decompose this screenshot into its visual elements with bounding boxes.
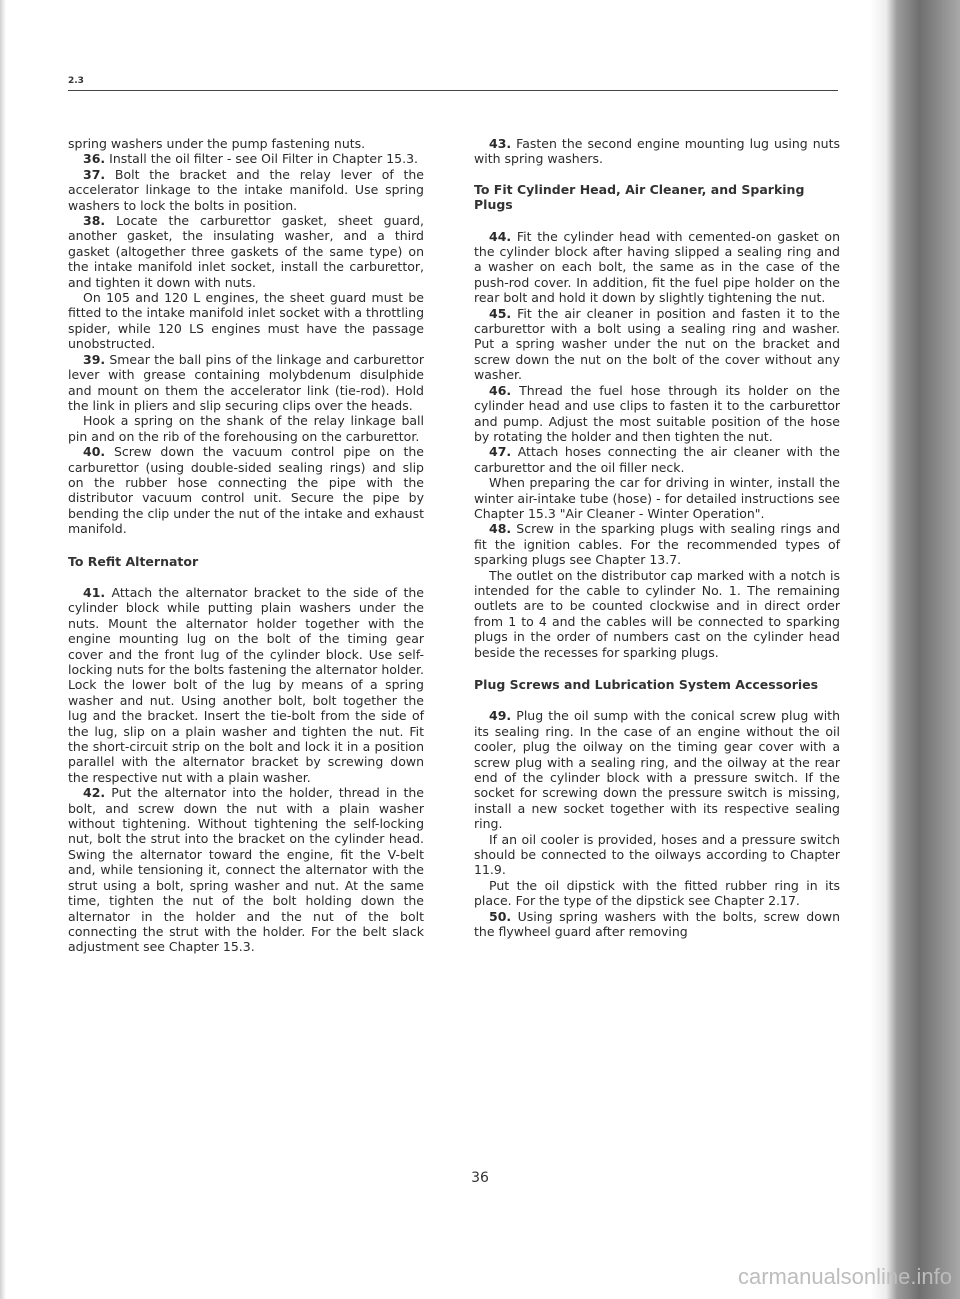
step-text: Fit the cylinder head with cemented-on gasket on the cylinder block after having slipped a sealing ring and a washer on each bolt, the same as in the case of the push-rod cover. In addition, fit the fuel pipe holder on the rear bolt and hold it down by slightly tightening the nut.: [474, 228, 840, 306]
section-number: 2.3: [68, 76, 84, 86]
step-text: Locate the carburettor gasket, sheet guard, another gasket, the insulating washer, and a third gasket (altogether three gaskets of the same type) on the intake manifold inlet socket, install the carburettor, and tighten it down with nuts.: [68, 213, 424, 290]
step-text: Screw in the sparking plugs with sealing rings and fit the ignition cables. For the recommended types of sparking plugs see Chapter 13.7.: [474, 521, 840, 568]
step-text: Attach hoses connecting the air cleaner with the carburettor and the oil filler neck.: [474, 444, 840, 475]
step-number: 44.: [489, 228, 512, 244]
step-37: [68, 167, 424, 213]
paragraph-continuation: spring washers under the pump fastening nuts.: [68, 136, 366, 151]
step-text: Fasten the second engine mounting lug using nuts with spring washers.: [474, 136, 840, 167]
step-number: 48.: [489, 521, 512, 537]
step-number: 41.: [83, 584, 106, 600]
step-text: Fit the air cleaner in position and fasten it to the carburettor with a bolt using a sealing ring and washer. Put a spring washer under the nut on the bracket and screw down the nut on the bolt of the cover without any washer.: [474, 305, 840, 383]
step-38: [68, 213, 424, 290]
heading-plug-screws: Plug Screws and Lubrication System Accessories: [474, 677, 819, 692]
step-43: [474, 136, 840, 167]
step-text: Smear the ball pins of the linkage and carburettor lever with grease containing molybdenum disulphide and mount on them the accelerator link (tie-rod). Hold the link in pliers and slip securing clips over the heads.: [68, 351, 424, 413]
step-text: Plug the oil sump with the conical screw plug with its sealing ring. In the case of an engine without the oil cooler, plug the oilway on the timing gear cover with a screw plug with a sealing ring, and the oilway at the rear end of the cylinder block with a pressure switch. If the socket for screwing down the pressure switch is missing, install a new socket together with its respective sealing ring.: [474, 708, 840, 832]
step-45: [474, 306, 840, 383]
paragraph: The outlet on the distributor cap marked with a notch is intended for the cable to cylinder No. 1. The remaining outlets are to be counted clockwise and in direct order from 1 to 4 and the cables will be connected to sparking plugs in the order of numbers cast on the cylinder head beside the recesses for sparking plugs.: [474, 567, 840, 660]
step-number: 49.: [489, 708, 512, 724]
step-41: [68, 585, 424, 785]
step-40: [68, 444, 424, 536]
step-42: [68, 785, 424, 954]
step-46: [474, 383, 840, 445]
step-36: [68, 151, 424, 166]
step-text: Put the alternator into the holder, thread in the bolt, and screw down the nut with a plain washer without tightening. Without tightening the self-locking nut, bolt the strut into the bracket on the cylinder head. Swing the alternator toward the engine, fit the V-belt and, while tensioning it, connect the alternator with the strut using a bolt, spring washer and nut. At the same time, tighten the nut of the bolt holding down the alternator in the holder and the nut of the bolt connecting the strut with the holder. For the belt slack adjustment see Chapter 15.3.: [68, 785, 424, 955]
scan-shadow-right: [870, 0, 960, 1299]
step-number: 50.: [489, 908, 512, 924]
step-text: Bolt the bracket and the relay lever of the accelerator linkage to the intake manifold. Use spring washers to lock the bolts in position.: [68, 166, 424, 213]
paragraph: On 105 and 120 L engines, the sheet guard must be fitted to the intake manifold inlet socket with a throttling spider, while 120 LS engines must have the passage unobstructed.: [68, 290, 424, 352]
paragraph: When preparing the car for driving in winter, install the winter air-intake tube (hose) - for detailed instructions see Chapter 15.3 "Air Cleaner - Winter Operation".: [474, 475, 840, 521]
header-rule: [68, 90, 838, 91]
step-number: 40.: [83, 444, 106, 460]
heading-cylinder-head: To Fit Cylinder Head, Air Cleaner, and Sparking Plugs: [474, 181, 805, 213]
step-text: Using spring washers with the bolts, screw down the flywheel guard after removing: [474, 908, 840, 940]
step-number: 39.: [83, 351, 106, 367]
step-48: [474, 521, 840, 567]
step-39: [68, 352, 424, 414]
paragraph: If an oil cooler is provided, hoses and a pressure switch should be connected to the oilways according to Chapter 11.9.: [474, 831, 840, 878]
step-text: Thread the fuel hose through its holder on the cylinder head and use clips to fasten it to the carburettor and pump. Adjust the most suitable position of the hose by rotating the holder and then tighten the nut.: [474, 382, 840, 444]
left-column: [68, 136, 424, 955]
step-number: 36.: [83, 151, 106, 167]
page-number: 36: [471, 1170, 489, 1186]
step-number: 38.: [83, 213, 106, 229]
scan-shadow-left: [0, 0, 6, 1299]
step-49: [474, 708, 840, 831]
step-number: 47.: [489, 444, 512, 460]
step-number: 46.: [489, 382, 512, 398]
step-number: 45.: [489, 305, 512, 321]
right-column: [474, 136, 840, 940]
step-50: [474, 909, 840, 940]
step-44: [474, 229, 840, 306]
heading-refit-alternator: To Refit Alternator: [68, 553, 199, 569]
watermark: carmanualsonline.info: [737, 1264, 952, 1289]
step-text: Install the oil filter - see Oil Filter in Chapter 15.3.: [105, 151, 418, 167]
step-47: [474, 444, 840, 475]
paragraph: Hook a spring on the shank of the relay linkage ball pin and on the rib of the forehousing on the carburettor.: [68, 413, 424, 444]
paragraph: Put the oil dipstick with the fitted rubber ring in its place. For the type of the dipstick see Chapter 2.17.: [474, 877, 840, 909]
step-text: Screw down the vacuum control pipe on the carburettor (using double-sided sealing rings) and slip on the rubber hose connecting the pipe with the distributor vacuum control unit. Secure the pipe by bending the clip under the nut of the intake and exhaust manifold.: [68, 444, 424, 537]
step-number: 43.: [489, 136, 512, 151]
step-number: 37.: [83, 166, 106, 182]
step-number: 42.: [83, 785, 106, 801]
step-text: Attach the alternator bracket to the side of the cylinder block while putting plain washers under the nuts. Mount the alternator holder together with the engine mounting lug on the bolt of the timing gear cover and the front lug of the cylinder block. Use self-locking nuts for the bolts fastening the alternator holder. Lock the lower bolt of the lug by means of a spring washer and nut. Using another bolt, bolt together the lug and the bracket. Insert the tie-bolt from the side of the lug, slip on a plain washer and tighten the nut. Fit the short-circuit strip on the bolt and lock it in a position parallel with the alternator bracket by screwing down the respective nut with a plain washer.: [68, 584, 424, 785]
